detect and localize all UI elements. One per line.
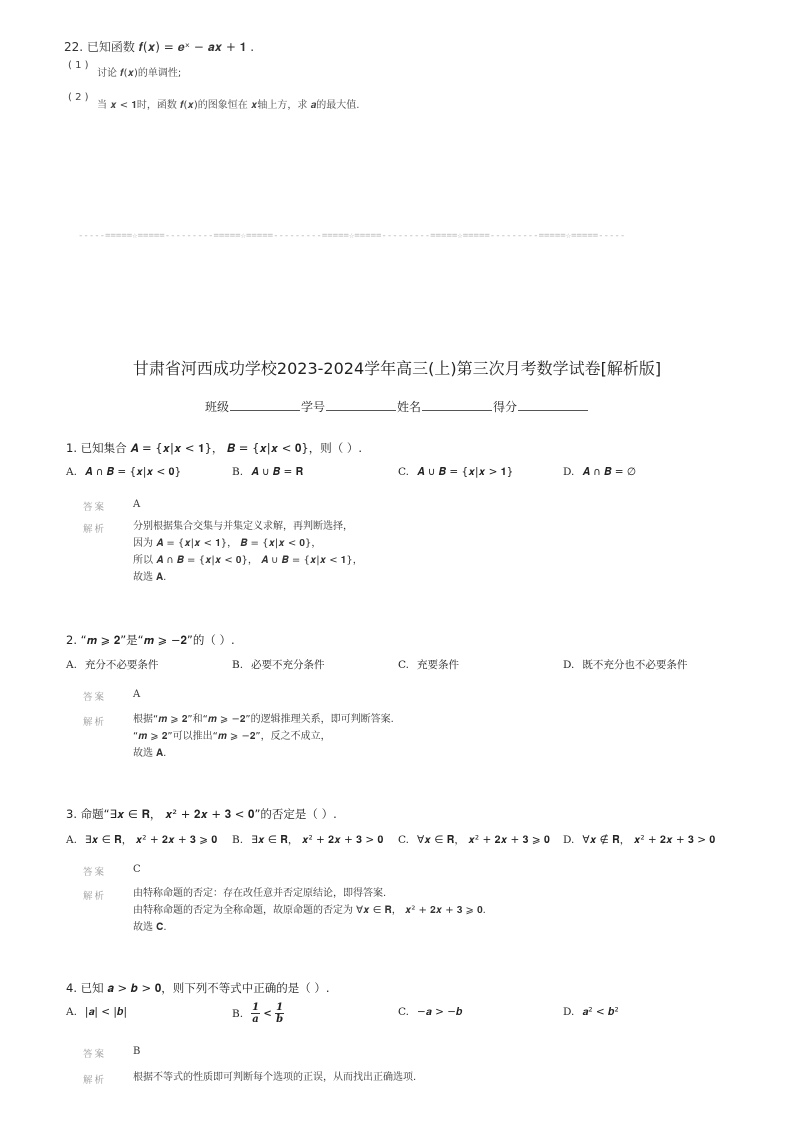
option-text: 𝑨 ∩ 𝑩 = {𝒙|𝒙 < 𝟎} [84,466,182,478]
q3-answer: C [133,864,141,875]
q1-option-a [66,466,181,479]
answer-label: 答案 [83,1049,107,1060]
option-text: 既不充分也不必要条件 [582,659,688,671]
analysis-label: 解析 [83,717,107,728]
q1-answer: A [133,499,141,510]
q3-option-c [398,832,550,847]
analysis-line: 根据不等式的性质即可判断每个选项的正误，从而找出正确选项. [133,1072,417,1083]
option-text: 𝑨 ∪ 𝑩 = 𝐑 [251,466,304,478]
analysis-label: 解析 [83,524,107,535]
option-label: A. [66,1006,77,1018]
option-text: 必要不充分条件 [251,659,325,671]
option-label: A. [66,466,77,478]
q2-analysis [133,711,394,762]
analysis-line: 故选 𝐀. [133,748,167,759]
analysis-line: 分别根据集合交集与并集定义求解，再判断选择， [133,521,353,532]
class-blank [230,399,300,411]
q4-option-b: B. $\frac{1}{a}$ < $\frac{1}{b}$ [232,1002,284,1025]
fraction-one-over-a: $\frac{1}{a}$ [252,1002,260,1025]
analysis-line: 根据“𝒎 ⩾ 𝟐”和“𝒎 ⩾ −𝟐”的逻辑推理关系，即可判断答案. [133,714,394,725]
id-label: 学号 [300,400,325,414]
name-label: 姓名 [397,400,422,414]
analysis-line: 故选 𝐂. [133,922,167,933]
option-label: D. [563,834,575,846]
q22-header: 22. 已知函数 𝒇(𝒙) = 𝒆ˣ − 𝒂𝒙 + 𝟏 . [64,40,255,54]
fraction-one-over-b: $\frac{1}{b}$ [276,1002,284,1025]
q4-stem: 4. 已知 𝒂 > 𝒃 > 𝟎，则下列不等式中正确的是（ ）. [66,981,330,995]
score-blank [518,399,588,411]
answer-label: 答案 [83,867,107,878]
q22-part2-number: ( 2 ) [68,92,89,103]
q2-option-c [398,657,459,672]
q4-answer: B [133,1046,141,1057]
q3-option-d [563,832,715,847]
option-label: A. [66,659,77,671]
q1-option-d [563,466,636,479]
q3-option-a [66,832,217,847]
q3-option-b [232,832,383,847]
q2-answer: A [133,689,141,700]
option-label: B. [232,466,244,478]
id-blank [326,399,396,411]
option-label: D. [563,466,575,478]
q1-stem: 1. 已知集合 𝑨 = {𝒙|𝒙 < 𝟏}， 𝑩 = {𝒙|𝒙 < 𝟎}，则（ ）. [66,441,363,455]
answer-label: 答案 [83,502,107,513]
q2-option-a [66,657,158,672]
option-label: C. [398,466,409,478]
analysis-label: 解析 [83,1075,107,1086]
q3-stem: 3. 命题“∃𝒙 ∈ 𝐑， 𝒙² + 𝟐𝒙 + 𝟑 < 𝟎”的否定是（ ）. [66,807,337,821]
q2-stem: 2. “𝒎 ⩾ 𝟐”是“𝒎 ⩾ −𝟐”的（ ）. [66,633,235,647]
option-text: ∀𝒙 ∈ 𝐑， 𝒙² + 𝟐𝒙 + 𝟑 ⩾ 𝟎 [417,834,550,846]
option-text: ∃𝒙 ∈ 𝐑， 𝒙² + 𝟐𝒙 + 𝟑 > 𝟎 [251,834,384,846]
q1-option-c [398,466,513,479]
q1-option-b [232,466,303,479]
q1-analysis [133,518,363,586]
option-text: 𝑨 ∪ 𝑩 = {𝒙|𝒙 > 𝟏} [417,466,514,478]
q22-part2-text: 当 𝒙 < 𝟏时，函数 𝒇(𝒙)的图象恒在 𝒙轴上方，求 𝒂的最大值. [97,100,360,111]
option-label: C. [398,1006,409,1018]
q22-part1-number: ( 1 ) [68,60,89,71]
option-text: ∀𝒙 ∉ 𝐑， 𝒙² + 𝟐𝒙 + 𝟑 > 𝟎 [582,834,716,846]
option-label: B. [232,834,244,846]
q4-option-d [563,1006,619,1019]
option-label: D. [563,1006,575,1018]
score-label: 得分 [493,400,518,414]
name-blank [422,399,492,411]
option-label: B. [232,1007,244,1020]
class-label: 班级 [204,400,229,414]
option-text: 𝑨 ∩ 𝑩 = ∅ [582,466,637,478]
q4-option-c [398,1006,463,1019]
option-label: C. [398,834,409,846]
analysis-line: 由特称命题的否定：存在改任意并否定原结论，即得答案. [133,888,387,899]
q2-option-b [232,657,325,672]
analysis-line: 由特称命题的否定为全称命题，故原命题的否定为 ∀𝒙 ∈ 𝐑， 𝒙² + 𝟐𝒙 + 𝟑 ⩾ 𝟎. [133,905,486,916]
q4-analysis [133,1069,416,1086]
option-text: −𝒂 > −𝒃 [417,1006,463,1018]
analysis-line: 所以 𝑨 ∩ 𝑩 = {𝒙|𝒙 < 𝟎}， 𝑨 ∪ 𝑩 = {𝒙|𝒙 < 𝟏}， [133,555,363,566]
analysis-line: “𝒎 ⩾ 𝟐”可以推出“𝒎 ⩾ −𝟐”，反之不成立， [133,731,331,742]
option-label: C. [398,659,409,671]
option-text: 充分不必要条件 [84,659,159,671]
student-info-line [0,398,794,415]
option-label: A. [66,834,77,846]
option-label: B. [232,659,244,671]
option-text: 𝒂² < 𝒃² [582,1006,619,1018]
analysis-line: 因为 𝑨 = {𝒙|𝒙 < 𝟏}， 𝑩 = {𝒙|𝒙 < 𝟎}， [133,538,322,549]
q2-option-d [563,657,687,672]
exam-title: 甘肃省河西成功学校2023-2024学年高三(上)第三次月考数学试卷[解析版] [132,359,662,378]
answer-label: 答案 [83,692,107,703]
option-text: 充要条件 [417,659,459,671]
option-label: D. [563,659,575,671]
q3-analysis [133,885,486,936]
section-divider: -----=====☆=====---------=====☆=====---------=====☆=====---------=====☆=====---------=====☆=====----- [78,231,626,241]
q22-part1-text: 讨论 𝒇(𝒙)的单调性; [97,68,182,79]
option-text: ∃𝒙 ∈ 𝐑， 𝒙² + 𝟐𝒙 + 𝟑 ⩾ 𝟎 [84,834,218,846]
analysis-line: 故选 𝐀. [133,572,167,583]
q4-option-a [66,1006,127,1019]
analysis-label: 解析 [83,891,107,902]
option-text: |𝒂| < |𝒃| [84,1006,128,1018]
